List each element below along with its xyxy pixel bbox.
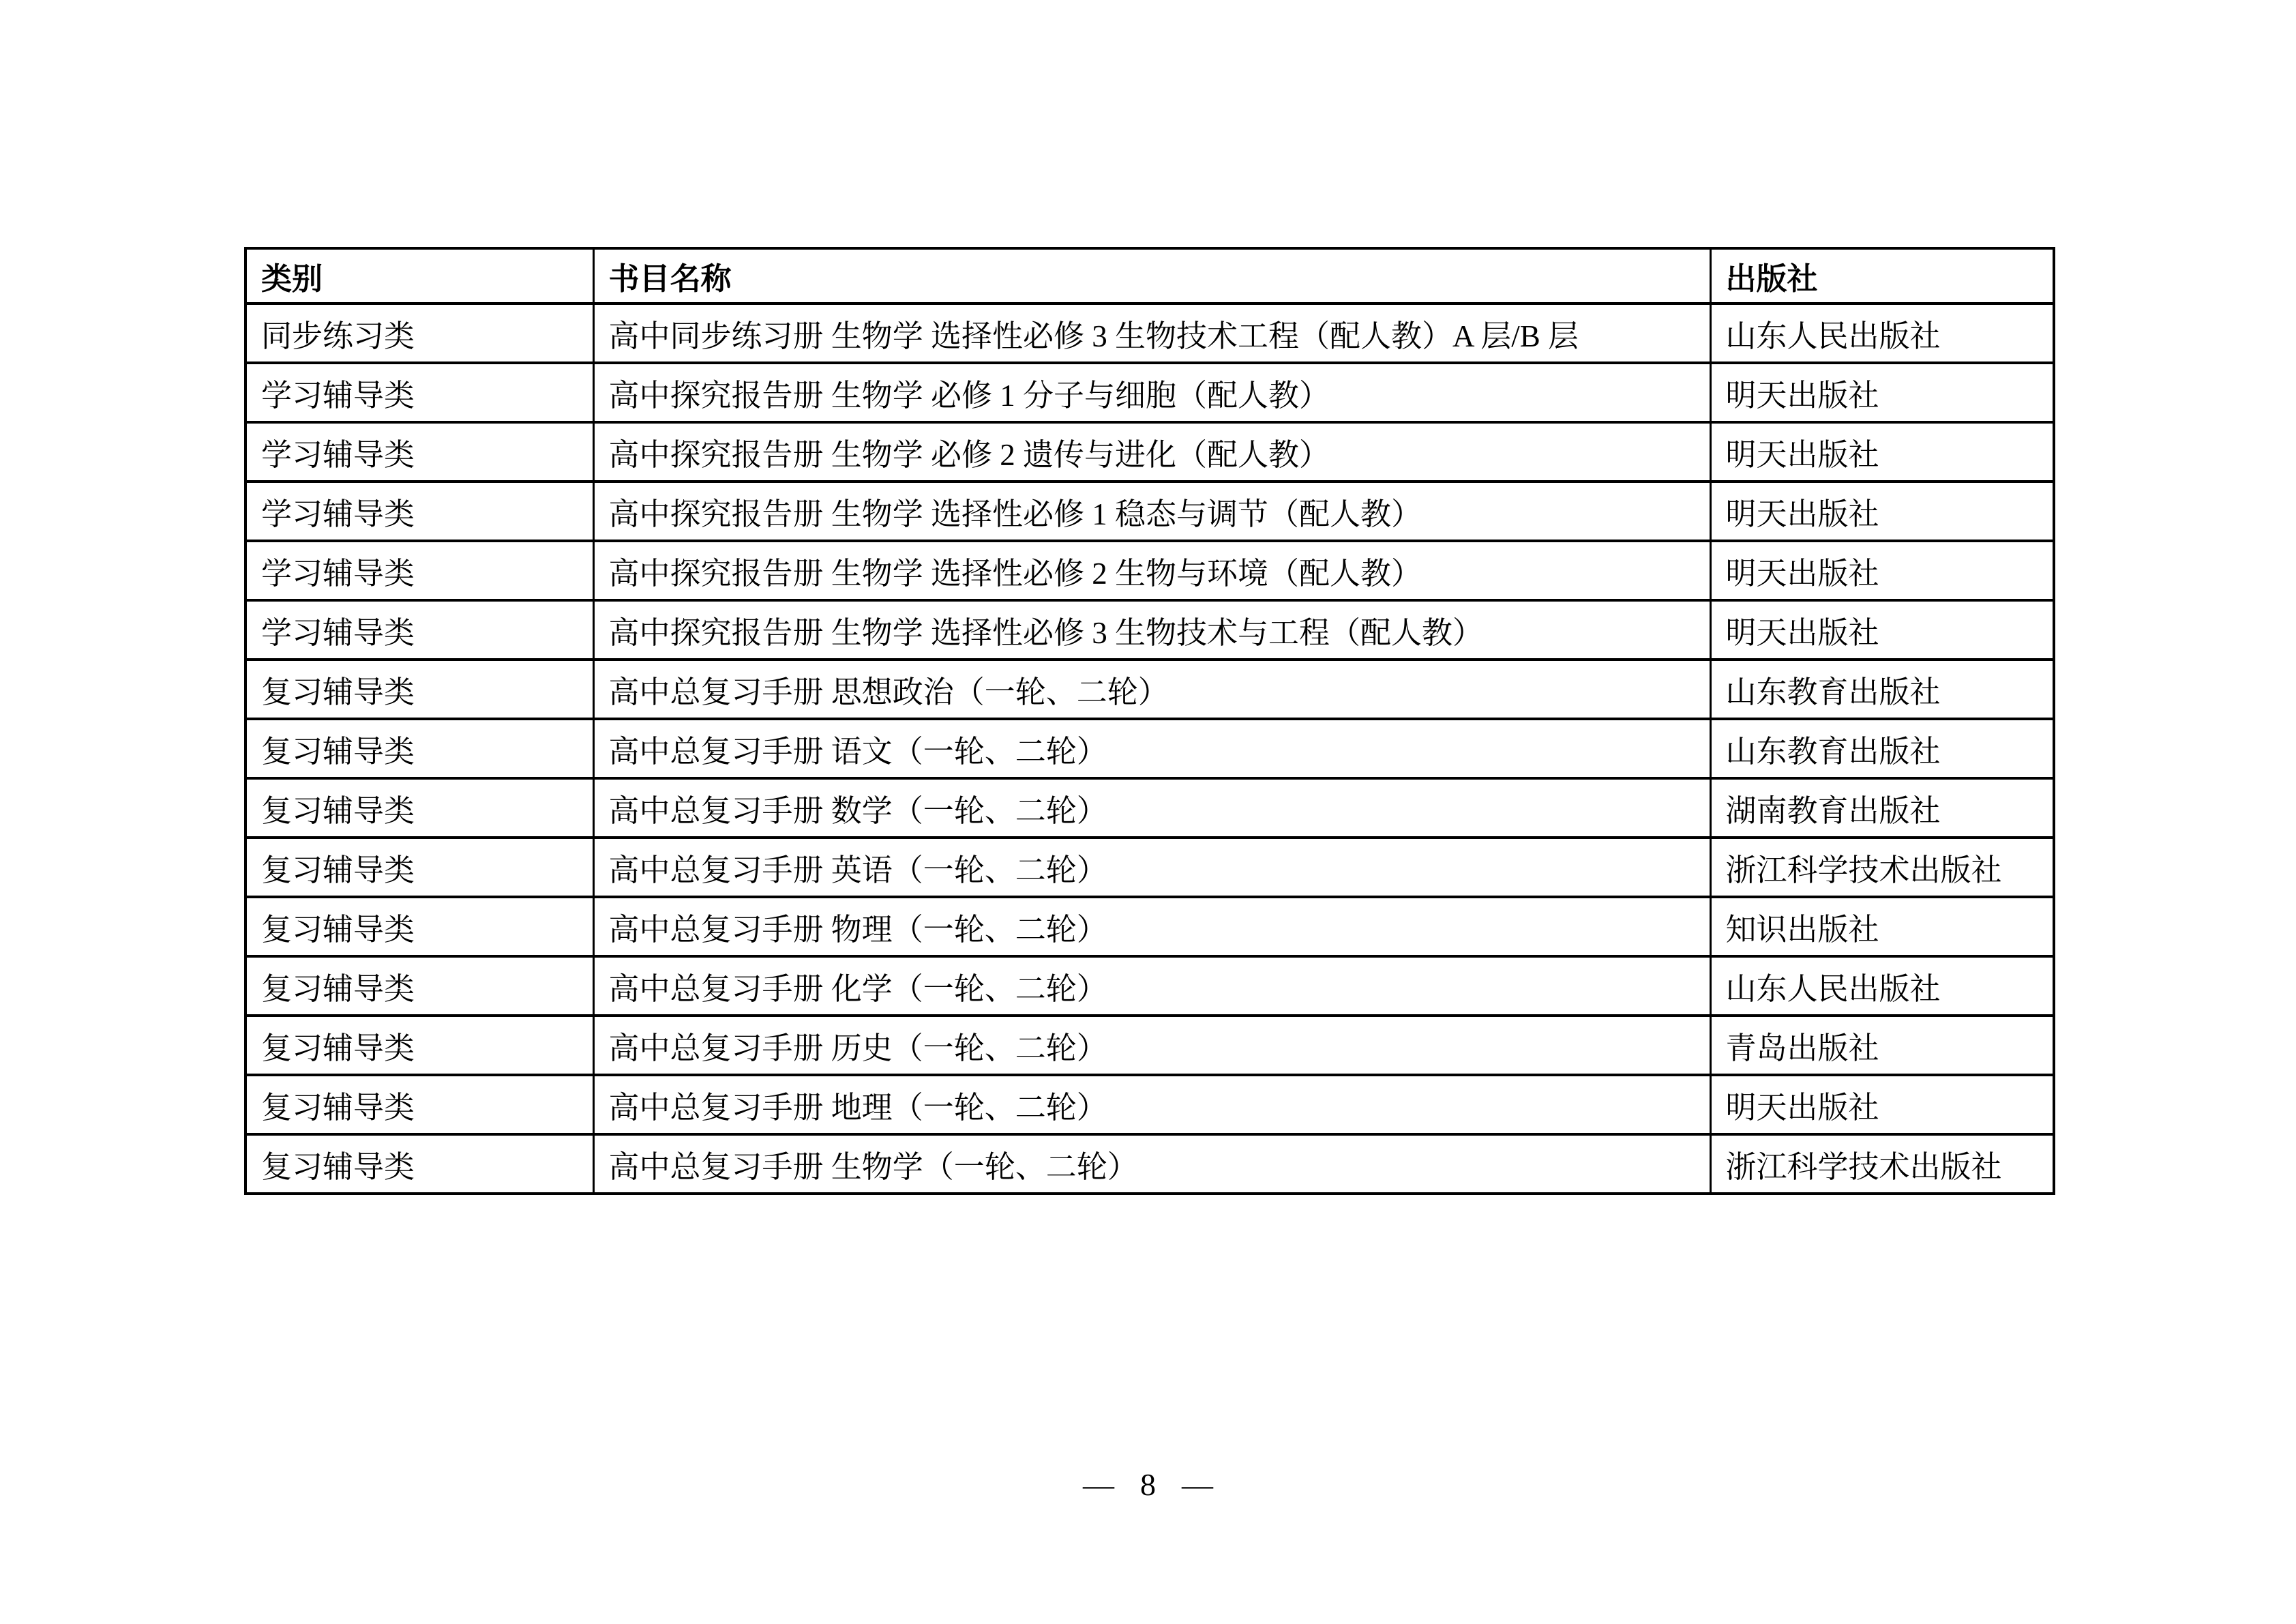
publisher-cell: 明天出版社 — [1710, 363, 2054, 422]
category-cell: 复习辅导类 — [245, 1134, 593, 1194]
table-row — [245, 482, 2054, 541]
table-row — [245, 1134, 2054, 1194]
category-cell: 学习辅导类 — [245, 422, 593, 482]
table-row — [245, 600, 2054, 660]
table-row — [245, 1075, 2054, 1134]
category-cell: 复习辅导类 — [245, 1075, 593, 1134]
table-row — [245, 897, 2054, 956]
footer-left-dash: — — [1083, 1467, 1114, 1502]
title-cell: 高中探究报告册 生物学 必修 2 遗传与进化（配人教） — [593, 422, 1710, 482]
table-row — [245, 956, 2054, 1016]
table-row — [245, 304, 2054, 363]
category-cell: 复习辅导类 — [245, 778, 593, 838]
publisher-cell: 浙江科学技术出版社 — [1710, 1134, 2054, 1194]
footer-right-dash: — — [1182, 1467, 1213, 1502]
publisher-cell: 明天出版社 — [1710, 422, 2054, 482]
title-cell: 高中总复习手册 英语（一轮、二轮） — [593, 838, 1710, 897]
category-cell: 复习辅导类 — [245, 719, 593, 778]
publisher-cell: 山东教育出版社 — [1710, 719, 2054, 778]
title-cell: 高中总复习手册 地理（一轮、二轮） — [593, 1075, 1710, 1134]
page-footer — [0, 1466, 2296, 1503]
title-cell: 高中探究报告册 生物学 必修 1 分子与细胞（配人教） — [593, 363, 1710, 422]
category-cell: 学习辅导类 — [245, 482, 593, 541]
title-cell: 高中总复习手册 语文（一轮、二轮） — [593, 719, 1710, 778]
title-cell: 高中探究报告册 生物学 选择性必修 2 生物与环境（配人教） — [593, 541, 1710, 600]
publisher-cell: 山东教育出版社 — [1710, 660, 2054, 719]
column-header-title: 书目名称 — [593, 248, 1710, 304]
column-header-publisher: 出版社 — [1710, 248, 2054, 304]
category-cell: 复习辅导类 — [245, 1016, 593, 1075]
page-number: 8 — [1140, 1467, 1156, 1502]
table-row — [245, 1016, 2054, 1075]
category-cell: 学习辅导类 — [245, 541, 593, 600]
category-cell: 复习辅导类 — [245, 897, 593, 956]
category-cell: 同步练习类 — [245, 304, 593, 363]
table-row — [245, 422, 2054, 482]
publisher-cell: 青岛出版社 — [1710, 1016, 2054, 1075]
title-cell: 高中同步练习册 生物学 选择性必修 3 生物技术工程（配人教）A 层/B 层 — [593, 304, 1710, 363]
table-row — [245, 660, 2054, 719]
publisher-cell: 山东人民出版社 — [1710, 304, 2054, 363]
title-cell: 高中总复习手册 生物学（一轮、二轮） — [593, 1134, 1710, 1194]
category-cell: 学习辅导类 — [245, 600, 593, 660]
category-cell: 复习辅导类 — [245, 838, 593, 897]
column-header-category: 类别 — [245, 248, 593, 304]
table-row — [245, 719, 2054, 778]
publisher-cell: 明天出版社 — [1710, 1075, 2054, 1134]
table-row — [245, 778, 2054, 838]
publisher-cell: 明天出版社 — [1710, 482, 2054, 541]
publisher-cell: 浙江科学技术出版社 — [1710, 838, 2054, 897]
title-cell: 高中探究报告册 生物学 选择性必修 1 稳态与调节（配人教） — [593, 482, 1710, 541]
book-catalog-table — [244, 247, 2055, 1195]
title-cell: 高中探究报告册 生物学 选择性必修 3 生物技术与工程（配人教） — [593, 600, 1710, 660]
publisher-cell: 明天出版社 — [1710, 541, 2054, 600]
table-row — [245, 363, 2054, 422]
table-row — [245, 541, 2054, 600]
publisher-cell: 湖南教育出版社 — [1710, 778, 2054, 838]
publisher-cell: 知识出版社 — [1710, 897, 2054, 956]
publisher-cell: 山东人民出版社 — [1710, 956, 2054, 1016]
table-row — [245, 838, 2054, 897]
title-cell: 高中总复习手册 数学（一轮、二轮） — [593, 778, 1710, 838]
title-cell: 高中总复习手册 化学（一轮、二轮） — [593, 956, 1710, 1016]
category-cell: 复习辅导类 — [245, 956, 593, 1016]
table-header-row — [245, 248, 2054, 304]
category-cell: 学习辅导类 — [245, 363, 593, 422]
title-cell: 高中总复习手册 思想政治（一轮、二轮） — [593, 660, 1710, 719]
title-cell: 高中总复习手册 历史（一轮、二轮） — [593, 1016, 1710, 1075]
title-cell: 高中总复习手册 物理（一轮、二轮） — [593, 897, 1710, 956]
category-cell: 复习辅导类 — [245, 660, 593, 719]
publisher-cell: 明天出版社 — [1710, 600, 2054, 660]
